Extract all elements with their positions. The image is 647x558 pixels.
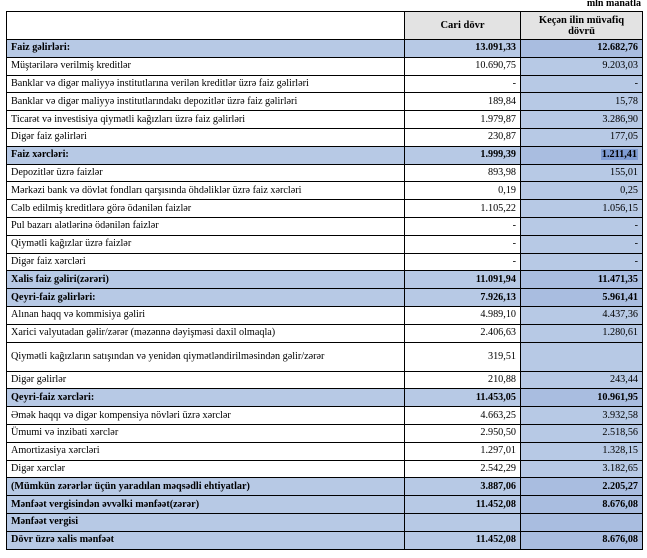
table-row (7, 531, 643, 549)
current-period-value: 7.926,13 (405, 289, 521, 307)
previous-period-value (521, 513, 643, 531)
previous-period-value: - (521, 235, 643, 253)
table-row (7, 164, 643, 182)
previous-period-value (521, 342, 643, 371)
unit-label: mln manatla (586, 0, 641, 9)
row-label: Banklar və digər maliyyə institutlarına verilən kreditlər üzrə faiz gəlirləri (7, 75, 405, 93)
table-row (7, 513, 643, 531)
previous-period-value: 1.328,15 (521, 442, 643, 460)
current-period-value: 4.989,10 (405, 306, 521, 324)
table-row (7, 111, 643, 129)
row-label: Qiymətli kağızların satışından və yenidən qiymətləndirilməsindən gəlir/zərər (7, 342, 405, 371)
table-row (7, 235, 643, 253)
row-label: Faiz xərcləri: (7, 146, 405, 164)
header-current-period: Cari dövr (405, 12, 521, 40)
row-label: Mənfəət vergisi (7, 513, 405, 531)
current-period-value: 11.091,94 (405, 271, 521, 289)
table-row (7, 496, 643, 514)
current-period-value: 1.297,01 (405, 442, 521, 460)
table-row (7, 93, 643, 111)
row-label: Pul bazarı alətlərinə ödənilən faizlər (7, 217, 405, 235)
previous-period-value: 177,05 (521, 128, 643, 146)
row-label: Depozitlər üzrə faizlər (7, 164, 405, 182)
table-row (7, 182, 643, 200)
previous-period-value: 155,01 (521, 164, 643, 182)
table-row (7, 324, 643, 342)
previous-period-value: 10.961,95 (521, 389, 643, 407)
table-row (7, 389, 643, 407)
previous-period-value: - (521, 75, 643, 93)
current-period-value: 1.105,22 (405, 200, 521, 218)
current-period-value: 3.887,06 (405, 478, 521, 496)
row-label: Amortizasiya xərcləri (7, 442, 405, 460)
row-label: Əmək haqqı və digər kompensiya növləri üzrə xərclər (7, 407, 405, 425)
table-row (7, 460, 643, 478)
current-period-value: 4.663,25 (405, 407, 521, 425)
current-period-value: 1.979,87 (405, 111, 521, 129)
row-label: (Mümkün zərərlər üçün yaradılan məqsədli ehtiyatlar) (7, 478, 405, 496)
current-period-value: 11.452,08 (405, 531, 521, 549)
row-label: Qeyri-faiz gəlirləri: (7, 289, 405, 307)
row-label: Digər xərclər (7, 460, 405, 478)
table-row (7, 200, 643, 218)
previous-period-value: 5.961,41 (521, 289, 643, 307)
current-period-value: - (405, 253, 521, 271)
row-label: Ticarət və investisiya qiymətli kağızları üzrə faiz gəlirləri (7, 111, 405, 129)
header-previous-period: Keçən ilin müvafiq dövrü (521, 12, 643, 40)
previous-period-value: 2.518,56 (521, 424, 643, 442)
table-header-row (7, 12, 643, 40)
table-row (7, 40, 643, 58)
row-label: Alınan haqq və kommisiya gəliri (7, 306, 405, 324)
table-row (7, 371, 643, 389)
row-label: Xalis faiz gəliri(zərəri) (7, 271, 405, 289)
table-row (7, 217, 643, 235)
current-period-value: 230,87 (405, 128, 521, 146)
row-label: Müştərilərə verilmiş kreditlər (7, 57, 405, 75)
row-label: Digər faiz xərcləri (7, 253, 405, 271)
row-label: Mənfəət vergisindən əvvəlki mənfəət(zərər) (7, 496, 405, 514)
current-period-value: 2.950,50 (405, 424, 521, 442)
current-period-value: 319,51 (405, 342, 521, 371)
table-row (7, 75, 643, 93)
previous-period-value: 8.676,08 (521, 531, 643, 549)
row-label: Digər faiz gəlirləri (7, 128, 405, 146)
table-row (7, 57, 643, 75)
table-row (7, 342, 643, 371)
table-row (7, 128, 643, 146)
previous-period-value: 0,25 (521, 182, 643, 200)
previous-period-value: 12.682,76 (521, 40, 643, 58)
current-period-value: 11.453,05 (405, 389, 521, 407)
row-label: Qiymətli kağızlar üzrə faizlər (7, 235, 405, 253)
previous-period-value (521, 146, 643, 164)
header-blank-cell (7, 12, 405, 40)
current-period-value: - (405, 75, 521, 93)
current-period-value: 893,98 (405, 164, 521, 182)
previous-period-value: 11.471,35 (521, 271, 643, 289)
table-row (7, 424, 643, 442)
current-period-value: 1.999,39 (405, 146, 521, 164)
previous-period-value: 9.203,03 (521, 57, 643, 75)
table-row (7, 146, 643, 164)
row-label: Banklar və digər maliyyə institutlarındakı depozitlər üzrə faiz gəlirləri (7, 93, 405, 111)
current-period-value: 2.406,63 (405, 324, 521, 342)
previous-period-value: 1.280,61 (521, 324, 643, 342)
previous-period-value: - (521, 217, 643, 235)
row-label: Dövr üzrə xalis mənfəət (7, 531, 405, 549)
previous-period-value: 243,44 (521, 371, 643, 389)
previous-period-value: 1.056,15 (521, 200, 643, 218)
row-label: Faiz gəlirləri: (7, 40, 405, 58)
current-period-value: 10.690,75 (405, 57, 521, 75)
previous-period-value: 8.676,08 (521, 496, 643, 514)
current-period-value: 189,84 (405, 93, 521, 111)
table-row (7, 306, 643, 324)
current-period-value: 0,19 (405, 182, 521, 200)
current-period-value: 2.542,29 (405, 460, 521, 478)
current-period-value: 11.452,08 (405, 496, 521, 514)
current-period-value: - (405, 217, 521, 235)
table-row (7, 478, 643, 496)
previous-period-value: 3.286,90 (521, 111, 643, 129)
table-row (7, 271, 643, 289)
table-row (7, 289, 643, 307)
row-label: Cəlb edilmiş kreditlərə görə ödənilən faizlər (7, 200, 405, 218)
previous-period-value: 3.932,58 (521, 407, 643, 425)
previous-period-value: 4.437,36 (521, 306, 643, 324)
current-period-value: 210,88 (405, 371, 521, 389)
row-label: Ümumi və inzibati xərclər (7, 424, 405, 442)
previous-period-value: - (521, 253, 643, 271)
income-statement-table (6, 11, 643, 550)
table-row (7, 253, 643, 271)
current-period-value (405, 513, 521, 531)
row-label: Xarici valyutadan gəlir/zərər (məzənnə dəyişməsi daxil olmaqla) (7, 324, 405, 342)
table-row (7, 442, 643, 460)
current-period-value: - (405, 235, 521, 253)
table-row (7, 407, 643, 425)
highlighted-value: 1.211,41 (601, 149, 637, 161)
row-label: Digər gəlirlər (7, 371, 405, 389)
current-period-value: 13.091,33 (405, 40, 521, 58)
row-label: Qeyri-faiz xərcləri: (7, 389, 405, 407)
row-label: Mərkəzi bank və dövlət fondları qarşısında öhdəliklər üzrə faiz xərcləri (7, 182, 405, 200)
previous-period-value: 15,78 (521, 93, 643, 111)
previous-period-value: 3.182,65 (521, 460, 643, 478)
previous-period-value: 2.205,27 (521, 478, 643, 496)
